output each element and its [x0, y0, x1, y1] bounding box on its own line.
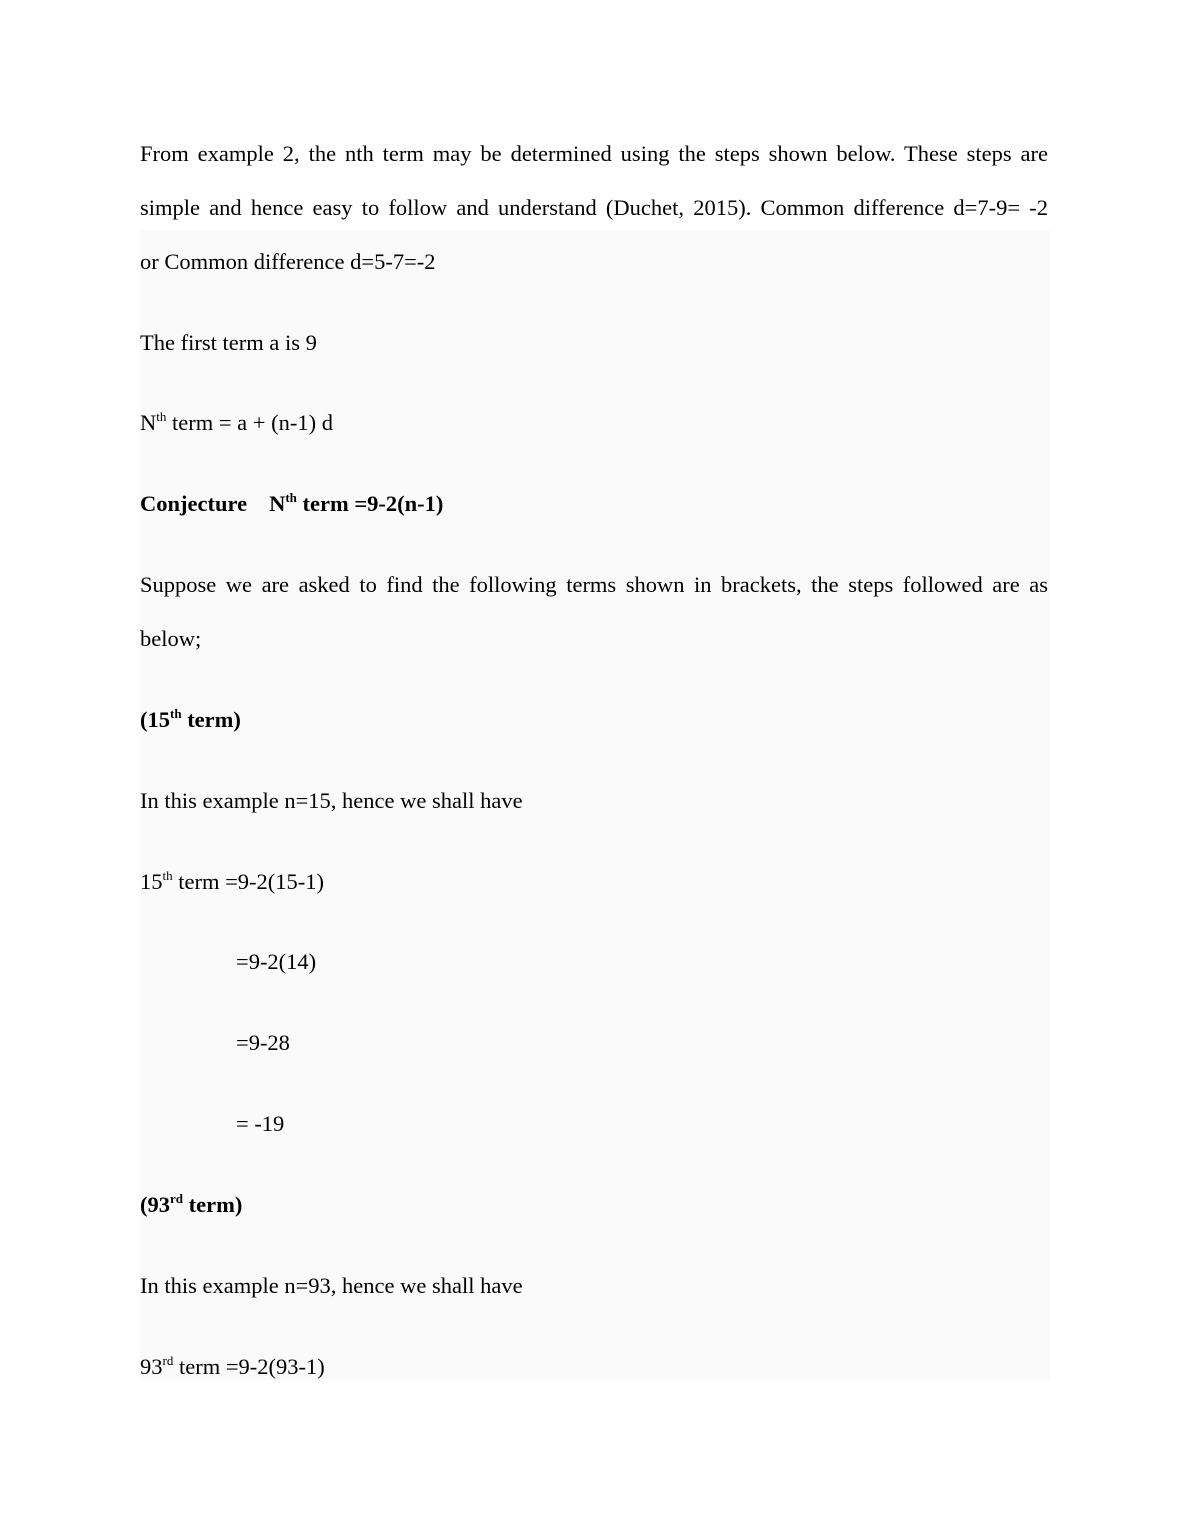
- example-15-calculation: [140, 868, 324, 896]
- conjecture-base: N: [269, 491, 286, 516]
- example-93-calculation: [140, 1353, 325, 1381]
- example-15-heading: [140, 706, 241, 734]
- paragraph-2-line-2: below;: [140, 626, 202, 651]
- heading-15-superscript: th: [170, 706, 182, 721]
- calc-15-base: 15: [140, 869, 163, 894]
- paragraph-1-line-3: or Common difference d=5-7=-2: [140, 249, 436, 274]
- calc-93-rest: term =9-2(93-1): [173, 1354, 325, 1379]
- conjecture-line: [140, 490, 443, 518]
- conjecture-label: Conjecture: [140, 491, 248, 516]
- example-93-intro: In this example n=93, hence we shall have: [140, 1273, 523, 1298]
- nth-term-formula: [140, 409, 333, 437]
- heading-15-open: (15: [140, 707, 170, 732]
- heading-93-close: term): [183, 1192, 243, 1217]
- example-15-step-2: =9-28: [236, 1030, 290, 1055]
- calc-15-rest: term =9-2(15-1): [172, 869, 325, 894]
- example-15-intro: In this example n=15, hence we shall have: [140, 788, 523, 813]
- calc-93-superscript: rd: [162, 1353, 174, 1368]
- heading-93-open: (93: [140, 1192, 170, 1217]
- formula-rest: term = a + (n-1) d: [166, 410, 333, 435]
- conjecture-superscript: th: [285, 490, 297, 505]
- paragraph-1-line-1: From example 2, the nth term may be determined using the steps shown below. These steps are: [140, 141, 1048, 166]
- first-term-statement: The first term a is 9: [140, 330, 317, 355]
- paragraph-2-line-1: Suppose we are asked to find the following terms shown in brackets, the steps followed are as: [140, 572, 1048, 597]
- example-93-heading: [140, 1191, 242, 1219]
- heading-93-superscript: rd: [170, 1191, 183, 1206]
- calc-93-base: 93: [140, 1354, 163, 1379]
- conjecture-rest: term =9-2(n-1): [296, 491, 444, 516]
- example-15-step-3: = -19: [236, 1111, 285, 1136]
- calc-15-superscript: th: [162, 868, 173, 883]
- paragraph-1-line-2: simple and hence easy to follow and understand (Duchet, 2015). Common difference d=7-9= -2: [140, 195, 1048, 220]
- example-15-step-1: =9-2(14): [236, 949, 317, 974]
- formula-base: N: [140, 410, 157, 435]
- formula-superscript: th: [156, 409, 167, 424]
- heading-15-close: term): [181, 707, 241, 732]
